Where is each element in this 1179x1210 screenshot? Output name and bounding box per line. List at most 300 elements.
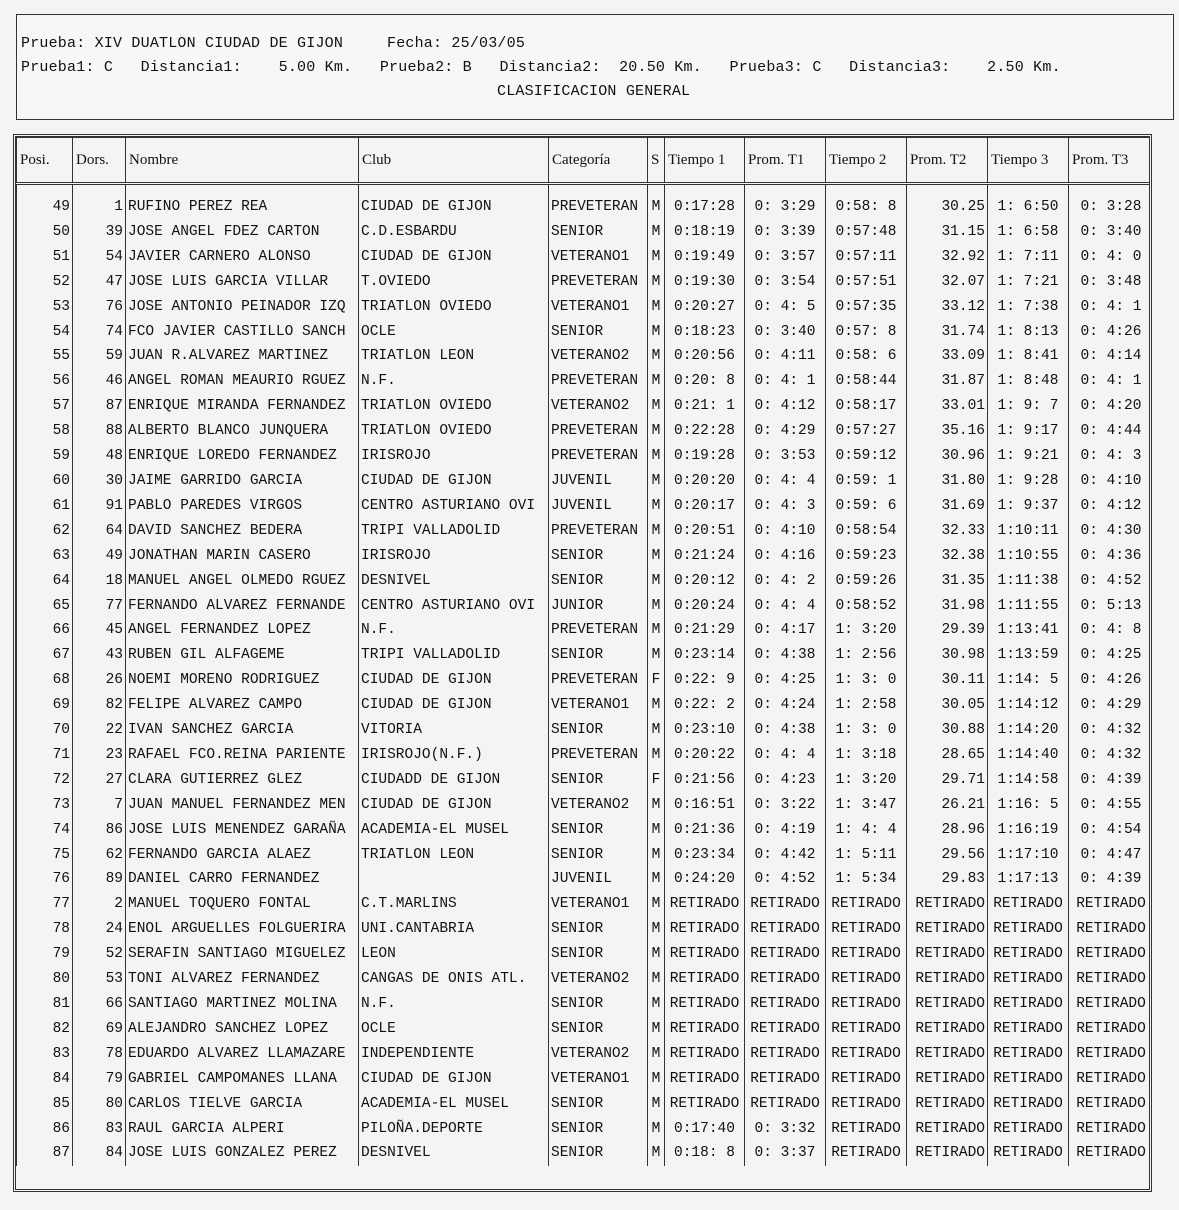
cell-time2: RETIRADO — [826, 892, 907, 917]
cell-category: VETERANO1 — [549, 295, 648, 320]
cell-sex: M — [648, 469, 665, 494]
cell-pace3: 0: 4:36 — [1069, 544, 1153, 569]
table-row — [17, 469, 1153, 494]
cell-pace3: 0: 3:40 — [1069, 220, 1153, 245]
table-row — [17, 394, 1153, 419]
cell-time2: 0:58:44 — [826, 369, 907, 394]
cell-pace3: RETIRADO — [1069, 1117, 1153, 1142]
cell-name: DANIEL CARRO FERNANDEZ — [126, 867, 359, 892]
cell-pace1: RETIRADO — [745, 892, 826, 917]
cell-time2: RETIRADO — [826, 1092, 907, 1117]
cell-pace2: 31.69 — [907, 494, 988, 519]
cell-time2: RETIRADO — [826, 1067, 907, 1092]
table-row — [17, 892, 1153, 917]
cell-club: CIUDAD DE GIJON — [359, 693, 549, 718]
cell-pace3: 0: 4:29 — [1069, 693, 1153, 718]
cell-pace3: 0: 4:26 — [1069, 320, 1153, 345]
cell-pace3: RETIRADO — [1069, 1092, 1153, 1117]
cell-pace2: 26.21 — [907, 793, 988, 818]
cell-pace3: RETIRADO — [1069, 967, 1153, 992]
cell-club: INDEPENDIENTE — [359, 1042, 549, 1067]
cell-pace3: 0: 4:54 — [1069, 818, 1153, 843]
cell-time2: 0:57:27 — [826, 419, 907, 444]
cell-position: 49 — [17, 184, 73, 220]
cell-time1: 0:17:40 — [665, 1117, 745, 1142]
cell-pace2: 29.39 — [907, 618, 988, 643]
cell-sex: M — [648, 818, 665, 843]
cell-pace3: 0: 4:44 — [1069, 419, 1153, 444]
cell-time3: 1:17:10 — [988, 843, 1069, 868]
cell-time2: 1: 3:20 — [826, 618, 907, 643]
table-row — [17, 494, 1153, 519]
cell-time3: 1: 6:58 — [988, 220, 1069, 245]
cell-pace1: 0: 3:29 — [745, 184, 826, 220]
cell-pace1: 0: 4:24 — [745, 693, 826, 718]
cell-time3: 1:14: 5 — [988, 668, 1069, 693]
cell-position: 75 — [17, 843, 73, 868]
cell-time2: 0:58: 8 — [826, 184, 907, 220]
cell-club: LEON — [359, 942, 549, 967]
cell-name: ALEJANDRO SANCHEZ LOPEZ — [126, 1017, 359, 1042]
cell-time3: 1:14:20 — [988, 718, 1069, 743]
cell-time1: 0:18: 8 — [665, 1141, 745, 1166]
table-row — [17, 867, 1153, 892]
cell-club: N.F. — [359, 618, 549, 643]
cell-position: 64 — [17, 569, 73, 594]
cell-pace3: 0: 4:47 — [1069, 843, 1153, 868]
cell-time3: 1: 8:41 — [988, 344, 1069, 369]
cell-club: TRIATLON OVIEDO — [359, 419, 549, 444]
cell-time1: 0:19:28 — [665, 444, 745, 469]
cell-time1: 0:20:20 — [665, 469, 745, 494]
cell-pace3: 0: 3:48 — [1069, 270, 1153, 295]
cell-pace3: 0: 4: 1 — [1069, 369, 1153, 394]
cell-name: TONI ALVAREZ FERNANDEZ — [126, 967, 359, 992]
cell-sex: M — [648, 369, 665, 394]
cell-category: SENIOR — [549, 320, 648, 345]
cell-time1: 0:21:36 — [665, 818, 745, 843]
cell-sex: F — [648, 768, 665, 793]
cell-club: IRISROJO — [359, 444, 549, 469]
cell-time1: 0:22: 9 — [665, 668, 745, 693]
cell-time3: RETIRADO — [988, 1092, 1069, 1117]
cell-name: JOSE LUIS GONZALEZ PEREZ — [126, 1141, 359, 1166]
cell-name: ENRIQUE LOREDO FERNANDEZ — [126, 444, 359, 469]
cell-club: C.T.MARLINS — [359, 892, 549, 917]
cell-time3: 1: 9:17 — [988, 419, 1069, 444]
column-header-name: Nombre — [126, 138, 359, 184]
cell-pace3: 0: 4: 8 — [1069, 618, 1153, 643]
cell-pace1: 0: 4:19 — [745, 818, 826, 843]
cell-pace3: 0: 4:20 — [1069, 394, 1153, 419]
column-header-time1: Tiempo 1 — [665, 138, 745, 184]
cell-time3: RETIRADO — [988, 1141, 1069, 1166]
cell-pace1: 0: 4:38 — [745, 718, 826, 743]
cell-pace1: 0: 3:40 — [745, 320, 826, 345]
cell-pace2: 30.88 — [907, 718, 988, 743]
table-row — [17, 1067, 1153, 1092]
cell-category: VETERANO2 — [549, 967, 648, 992]
cell-time2: RETIRADO — [826, 1117, 907, 1142]
cell-club: CANGAS DE ONIS ATL. — [359, 967, 549, 992]
cell-time1: 0:22: 2 — [665, 693, 745, 718]
cell-pace2: RETIRADO — [907, 1017, 988, 1042]
cell-time1: 0:21:24 — [665, 544, 745, 569]
cell-time2: 1: 3:20 — [826, 768, 907, 793]
cell-name: JONATHAN MARIN CASERO — [126, 544, 359, 569]
cell-category: JUNIOR — [549, 594, 648, 619]
cell-club: DESNIVEL — [359, 569, 549, 594]
cell-bib: 53 — [73, 967, 126, 992]
column-header-category: Categoría — [549, 138, 648, 184]
cell-club: CIUDAD DE GIJON — [359, 184, 549, 220]
cell-position: 51 — [17, 245, 73, 270]
cell-pace1: RETIRADO — [745, 1042, 826, 1067]
cell-name: JOSE ANGEL FDEZ CARTON — [126, 220, 359, 245]
cell-time3: 1:17:13 — [988, 867, 1069, 892]
cell-time2: 0:57:48 — [826, 220, 907, 245]
cell-sex: F — [648, 668, 665, 693]
cell-time3: RETIRADO — [988, 967, 1069, 992]
cell-category: SENIOR — [549, 1092, 648, 1117]
table-body — [17, 184, 1153, 1167]
cell-position: 78 — [17, 917, 73, 942]
cell-pace2: RETIRADO — [907, 1067, 988, 1092]
cell-pace2: 31.15 — [907, 220, 988, 245]
cell-sex: M — [648, 793, 665, 818]
cell-time2: 1: 4: 4 — [826, 818, 907, 843]
cell-position: 71 — [17, 743, 73, 768]
cell-pace3: 0: 4:30 — [1069, 519, 1153, 544]
cell-club: TRIPI VALLADOLID — [359, 519, 549, 544]
cell-position: 55 — [17, 344, 73, 369]
cell-time3: 1:11:38 — [988, 569, 1069, 594]
cell-time1: RETIRADO — [665, 1042, 745, 1067]
cell-bib: 82 — [73, 693, 126, 718]
table-row — [17, 295, 1153, 320]
cell-pace1: 0: 4:52 — [745, 867, 826, 892]
table-row — [17, 320, 1153, 345]
cell-bib: 62 — [73, 843, 126, 868]
cell-club: TRIATLON LEON — [359, 843, 549, 868]
cell-pace1: 0: 4:29 — [745, 419, 826, 444]
table-row — [17, 594, 1153, 619]
cell-name: FERNANDO ALVAREZ FERNANDE — [126, 594, 359, 619]
cell-time2: 0:59: 6 — [826, 494, 907, 519]
cell-bib: 49 — [73, 544, 126, 569]
cell-position: 79 — [17, 942, 73, 967]
classification-title: CLASIFICACION GENERAL — [497, 83, 691, 100]
cell-pace2: RETIRADO — [907, 892, 988, 917]
cell-name: JOSE LUIS MENENDEZ GARAÑA — [126, 818, 359, 843]
cell-bib: 52 — [73, 942, 126, 967]
column-header-time3: Tiempo 3 — [988, 138, 1069, 184]
cell-sex: M — [648, 1067, 665, 1092]
cell-pace3: 0: 4:12 — [1069, 494, 1153, 519]
cell-bib: 39 — [73, 220, 126, 245]
table-row — [17, 444, 1153, 469]
cell-time1: 0:23:10 — [665, 718, 745, 743]
cell-bib: 30 — [73, 469, 126, 494]
cell-time3: 1: 6:50 — [988, 184, 1069, 220]
cell-sex: M — [648, 843, 665, 868]
cell-category: SENIOR — [549, 992, 648, 1017]
cell-pace2: RETIRADO — [907, 1092, 988, 1117]
cell-time3: 1:14:40 — [988, 743, 1069, 768]
cell-time2: 0:58:54 — [826, 519, 907, 544]
cell-pace1: 0: 4:23 — [745, 768, 826, 793]
cell-pace2: RETIRADO — [907, 992, 988, 1017]
cell-category: VETERANO1 — [549, 892, 648, 917]
cell-pace3: RETIRADO — [1069, 942, 1153, 967]
cell-time1: 0:17:28 — [665, 184, 745, 220]
cell-pace1: 0: 4:25 — [745, 668, 826, 693]
cell-pace1: RETIRADO — [745, 1017, 826, 1042]
cell-pace2: RETIRADO — [907, 1117, 988, 1142]
race-header — [16, 14, 1174, 120]
cell-time3: 1: 9:21 — [988, 444, 1069, 469]
cell-sex: M — [648, 643, 665, 668]
cell-pace3: 0: 3:28 — [1069, 184, 1153, 220]
race-segments: Prueba1: C Distancia1: 5.00 Km. Prueba2: B Distancia2: 20.50 Km. Prueba3: C Distancia3: 2.50 Km. — [21, 59, 1061, 76]
cell-pace2: 29.71 — [907, 768, 988, 793]
column-header-club: Club — [359, 138, 549, 184]
cell-pace2: 32.07 — [907, 270, 988, 295]
cell-pace2: RETIRADO — [907, 1042, 988, 1067]
cell-pace2: 32.38 — [907, 544, 988, 569]
cell-sex: M — [648, 867, 665, 892]
table-row — [17, 569, 1153, 594]
cell-pace1: RETIRADO — [745, 967, 826, 992]
cell-club: CIUDAD DE GIJON — [359, 469, 549, 494]
cell-position: 83 — [17, 1042, 73, 1067]
table-row — [17, 1117, 1153, 1142]
cell-club: N.F. — [359, 992, 549, 1017]
cell-club: CIUDADD DE GIJON — [359, 768, 549, 793]
cell-time3: 1:13:41 — [988, 618, 1069, 643]
results-table — [16, 137, 1152, 1166]
cell-pace3: 0: 5:13 — [1069, 594, 1153, 619]
cell-pace3: 0: 4: 1 — [1069, 295, 1153, 320]
cell-time1: RETIRADO — [665, 992, 745, 1017]
cell-sex: M — [648, 1017, 665, 1042]
cell-bib: 76 — [73, 295, 126, 320]
cell-club: TRIATLON OVIEDO — [359, 295, 549, 320]
cell-position: 61 — [17, 494, 73, 519]
cell-pace2: 31.80 — [907, 469, 988, 494]
cell-pace1: 0: 4:42 — [745, 843, 826, 868]
table-row — [17, 1017, 1153, 1042]
cell-time3: 1: 9:28 — [988, 469, 1069, 494]
cell-time3: 1:13:59 — [988, 643, 1069, 668]
cell-time3: 1:10:11 — [988, 519, 1069, 544]
cell-name: DAVID SANCHEZ BEDERA — [126, 519, 359, 544]
cell-club — [359, 867, 549, 892]
cell-category: SENIOR — [549, 942, 648, 967]
cell-time1: RETIRADO — [665, 1067, 745, 1092]
cell-club: T.OVIEDO — [359, 270, 549, 295]
cell-pace1: 0: 4:17 — [745, 618, 826, 643]
cell-time2: 0:57:51 — [826, 270, 907, 295]
cell-name: ANGEL FERNANDEZ LOPEZ — [126, 618, 359, 643]
cell-pace1: RETIRADO — [745, 942, 826, 967]
cell-pace3: RETIRADO — [1069, 1042, 1153, 1067]
cell-time3: 1: 8:48 — [988, 369, 1069, 394]
cell-club: VITORIA — [359, 718, 549, 743]
cell-pace3: 0: 4: 3 — [1069, 444, 1153, 469]
cell-sex: M — [648, 917, 665, 942]
cell-sex: M — [648, 1092, 665, 1117]
table-row — [17, 1141, 1153, 1166]
cell-category: PREVETERAN — [549, 419, 648, 444]
cell-pace2: 33.09 — [907, 344, 988, 369]
cell-category: JUVENIL — [549, 494, 648, 519]
cell-sex: M — [648, 718, 665, 743]
cell-time1: 0:18:23 — [665, 320, 745, 345]
cell-bib: 79 — [73, 1067, 126, 1092]
table-row — [17, 643, 1153, 668]
cell-pace2: 33.01 — [907, 394, 988, 419]
cell-time2: 1: 2:58 — [826, 693, 907, 718]
cell-category: PREVETERAN — [549, 519, 648, 544]
cell-position: 86 — [17, 1117, 73, 1142]
cell-position: 82 — [17, 1017, 73, 1042]
cell-sex: M — [648, 743, 665, 768]
cell-pace1: 0: 4:12 — [745, 394, 826, 419]
cell-time1: 0:23:14 — [665, 643, 745, 668]
cell-bib: 22 — [73, 718, 126, 743]
cell-pace2: 29.83 — [907, 867, 988, 892]
cell-bib: 47 — [73, 270, 126, 295]
cell-bib: 23 — [73, 743, 126, 768]
cell-category: JUVENIL — [549, 867, 648, 892]
cell-sex: M — [648, 618, 665, 643]
cell-category: SENIOR — [549, 917, 648, 942]
table-row — [17, 693, 1153, 718]
cell-name: RUBEN GIL ALFAGEME — [126, 643, 359, 668]
cell-time1: 0:16:51 — [665, 793, 745, 818]
cell-sex: M — [648, 1117, 665, 1142]
cell-sex: M — [648, 494, 665, 519]
cell-bib: 26 — [73, 668, 126, 693]
cell-name: ALBERTO BLANCO JUNQUERA — [126, 419, 359, 444]
cell-pace1: 0: 3:22 — [745, 793, 826, 818]
cell-position: 58 — [17, 419, 73, 444]
cell-bib: 27 — [73, 768, 126, 793]
cell-pace1: 0: 4:10 — [745, 519, 826, 544]
cell-pace2: RETIRADO — [907, 967, 988, 992]
cell-time2: 0:59: 1 — [826, 469, 907, 494]
cell-position: 53 — [17, 295, 73, 320]
cell-pace3: 0: 4:26 — [1069, 668, 1153, 693]
cell-name: JUAN R.ALVAREZ MARTINEZ — [126, 344, 359, 369]
cell-pace2: RETIRADO — [907, 1141, 988, 1166]
cell-pace3: 0: 4:32 — [1069, 743, 1153, 768]
cell-pace1: 0: 4: 4 — [745, 594, 826, 619]
cell-club: C.D.ESBARDU — [359, 220, 549, 245]
cell-name: PABLO PAREDES VIRGOS — [126, 494, 359, 519]
cell-time3: 1:14:12 — [988, 693, 1069, 718]
cell-pace2: 30.98 — [907, 643, 988, 668]
cell-time1: 0:20:22 — [665, 743, 745, 768]
cell-position: 74 — [17, 818, 73, 843]
cell-name: MANUEL TOQUERO FONTAL — [126, 892, 359, 917]
cell-name: ENOL ARGUELLES FOLGUERIRA — [126, 917, 359, 942]
cell-club: CIUDAD DE GIJON — [359, 245, 549, 270]
cell-bib: 80 — [73, 1092, 126, 1117]
cell-name: EDUARDO ALVAREZ LLAMAZARE — [126, 1042, 359, 1067]
results-table-container — [13, 134, 1152, 1192]
table-row — [17, 917, 1153, 942]
table-row — [17, 220, 1153, 245]
cell-time2: 0:58:52 — [826, 594, 907, 619]
cell-position: 68 — [17, 668, 73, 693]
cell-pace2: 30.25 — [907, 184, 988, 220]
cell-category: PREVETERAN — [549, 668, 648, 693]
cell-name: SANTIAGO MARTINEZ MOLINA — [126, 992, 359, 1017]
cell-club: OCLE — [359, 320, 549, 345]
cell-bib: 69 — [73, 1017, 126, 1042]
cell-category: PREVETERAN — [549, 743, 648, 768]
cell-sex: M — [648, 693, 665, 718]
cell-position: 59 — [17, 444, 73, 469]
cell-time3: 1:16:19 — [988, 818, 1069, 843]
cell-sex: M — [648, 1042, 665, 1067]
cell-pace3: 0: 4:14 — [1069, 344, 1153, 369]
cell-category: VETERANO1 — [549, 1067, 648, 1092]
column-header-bib: Dors. — [73, 138, 126, 184]
cell-time1: 0:20:17 — [665, 494, 745, 519]
table-row — [17, 1042, 1153, 1067]
cell-time2: 0:57:11 — [826, 245, 907, 270]
cell-time2: 0:59:12 — [826, 444, 907, 469]
cell-pace2: 32.92 — [907, 245, 988, 270]
cell-category: SENIOR — [549, 1141, 648, 1166]
cell-time1: 0:23:34 — [665, 843, 745, 868]
cell-pace3: RETIRADO — [1069, 917, 1153, 942]
cell-name: FELIPE ALVAREZ CAMPO — [126, 693, 359, 718]
cell-time1: RETIRADO — [665, 942, 745, 967]
cell-club: IRISROJO(N.F.) — [359, 743, 549, 768]
cell-position: 84 — [17, 1067, 73, 1092]
cell-bib: 48 — [73, 444, 126, 469]
cell-time3: RETIRADO — [988, 992, 1069, 1017]
cell-club: CIUDAD DE GIJON — [359, 1067, 549, 1092]
cell-sex: M — [648, 569, 665, 594]
cell-category: SENIOR — [549, 569, 648, 594]
cell-pace2: 33.12 — [907, 295, 988, 320]
cell-pace3: 0: 4:55 — [1069, 793, 1153, 818]
cell-pace1: 0: 3:53 — [745, 444, 826, 469]
table-row — [17, 1092, 1153, 1117]
cell-pace3: 0: 4:39 — [1069, 768, 1153, 793]
cell-position: 52 — [17, 270, 73, 295]
column-header-pace1: Prom. T1 — [745, 138, 826, 184]
cell-time1: 0:18:19 — [665, 220, 745, 245]
cell-club: TRIPI VALLADOLID — [359, 643, 549, 668]
cell-pace1: 0: 4:11 — [745, 344, 826, 369]
cell-time3: RETIRADO — [988, 1017, 1069, 1042]
cell-time1: RETIRADO — [665, 1017, 745, 1042]
cell-category: VETERANO2 — [549, 394, 648, 419]
cell-sex: M — [648, 444, 665, 469]
cell-club: PILOÑA.DEPORTE — [359, 1117, 549, 1142]
cell-category: JUVENIL — [549, 469, 648, 494]
cell-category: PREVETERAN — [549, 444, 648, 469]
cell-pace1: RETIRADO — [745, 917, 826, 942]
cell-sex: M — [648, 892, 665, 917]
cell-name: ANGEL ROMAN MEAURIO RGUEZ — [126, 369, 359, 394]
